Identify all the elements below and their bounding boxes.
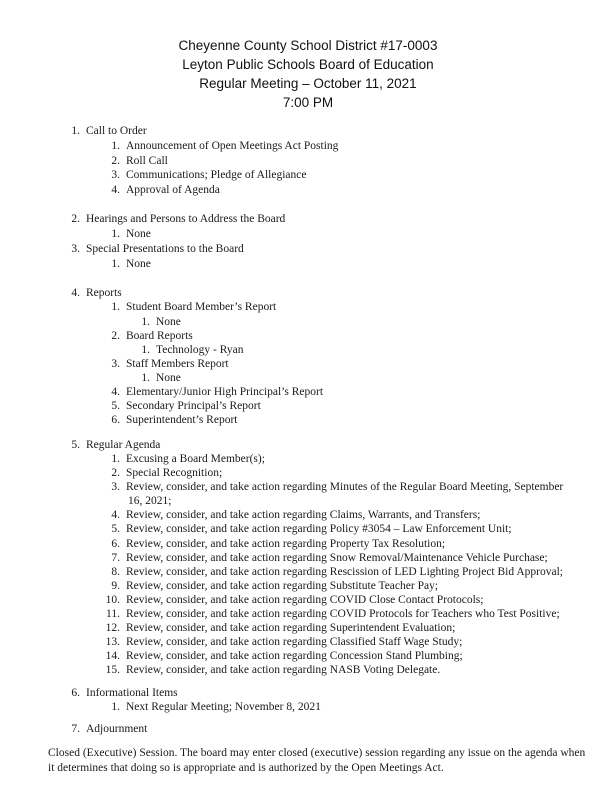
agenda-item: 14. Review, consider, and take action regarding Concession Stand Plumbing;	[105, 650, 463, 662]
agenda-item: 1. Next Regular Meeting; November 8, 2021	[111, 701, 321, 713]
agenda-section-heading: 1. Call to Order	[71, 125, 147, 137]
agenda-item: 3. Staff Members Report	[111, 358, 229, 370]
agenda-section-heading: 3. Special Presentations to the Board	[71, 243, 244, 255]
agenda-item: 3. Communications; Pledge of Allegiance	[111, 169, 307, 181]
agenda-item: 5. Review, consider, and take action regarding Policy #3054 – Law Enforcement Unit;	[111, 523, 512, 535]
agenda-subitem: 1. None	[141, 372, 181, 384]
document-header	[0, 36, 616, 112]
agenda-item: 3. Review, consider, and take action regarding Minutes of the Regular Board Meeting, September	[111, 481, 564, 493]
agenda-item: 1. None	[111, 258, 151, 270]
agenda-item: 2. Roll Call	[111, 155, 168, 167]
agenda-item: 12. Review, consider, and take action regarding Superintendent Evaluation;	[105, 622, 456, 634]
agenda-item: 1. Student Board Member’s Report	[111, 301, 277, 313]
agenda-item: 5. Secondary Principal’s Report	[111, 400, 261, 412]
agenda-item: 11. Review, consider, and take action regarding COVID Protocols for Teachers who Test Positive;	[106, 608, 560, 620]
agenda-section-heading: 7. Adjournment	[71, 723, 148, 735]
agenda-section-heading: 6. Informational Items	[71, 687, 178, 699]
agenda-item: 1. Excusing a Board Member(s);	[111, 453, 265, 465]
agenda-section-heading: 4. Reports	[71, 287, 122, 299]
district-title: Cheyenne County School District #17-0003	[178, 38, 438, 53]
agenda-subitem: 1. Technology - Ryan	[141, 344, 244, 356]
agenda-item: 1. Announcement of Open Meetings Act Posting	[111, 140, 339, 152]
agenda-item: 2. Board Reports	[111, 330, 193, 342]
agenda-item: 4. Approval of Agenda	[111, 184, 220, 196]
meeting-title: Regular Meeting – October 11, 2021	[199, 76, 417, 91]
agenda-item: 2. Special Recognition;	[111, 467, 223, 479]
closed-session-note: Closed (Executive) Session. The board may enter closed (executive) session regarding any issue on the agenda when it determines that doing so is appropriate and is authorized by the Open Meetings Act.	[48, 747, 586, 774]
meeting-time: 7:00 PM	[282, 95, 334, 110]
agenda-item: 10. Review, consider, and take action regarding COVID Close Contact Protocols;	[105, 594, 484, 606]
agenda-section-heading: 5. Regular Agenda	[71, 439, 161, 451]
agenda-item: 15. Review, consider, and take action regarding NASB Voting Delegate.	[105, 664, 441, 676]
agenda-item: 4. Review, consider, and take action regarding Claims, Warrants, and Transfers;	[111, 509, 481, 521]
agenda-subitem: 1. None	[141, 316, 181, 328]
agenda-item: 6. Superintendent’s Report	[111, 414, 238, 426]
agenda-item: 1. None	[111, 228, 151, 240]
board-title: Leyton Public Schools Board of Education	[182, 57, 434, 72]
agenda-item: 7. Review, consider, and take action regarding Snow Removal/Maintenance Vehicle Purchase;	[111, 552, 548, 564]
agenda-item: 8. Review, consider, and take action regarding Rescission of LED Lighting Project Bid Approval;	[111, 566, 563, 578]
agenda-item: 4. Elementary/Junior High Principal’s Report	[111, 386, 324, 398]
agenda-item: 13. Review, consider, and take action regarding Classified Staff Wage Study;	[105, 636, 463, 648]
agenda-section-heading: 2. Hearings and Persons to Address the Board	[71, 213, 286, 225]
agenda-item: 6. Review, consider, and take action regarding Property Tax Resolution;	[111, 538, 446, 550]
agenda-item-continuation: 16, 2021;	[128, 495, 172, 507]
agenda-item: 9. Review, consider, and take action regarding Substitute Teacher Pay;	[111, 580, 439, 592]
